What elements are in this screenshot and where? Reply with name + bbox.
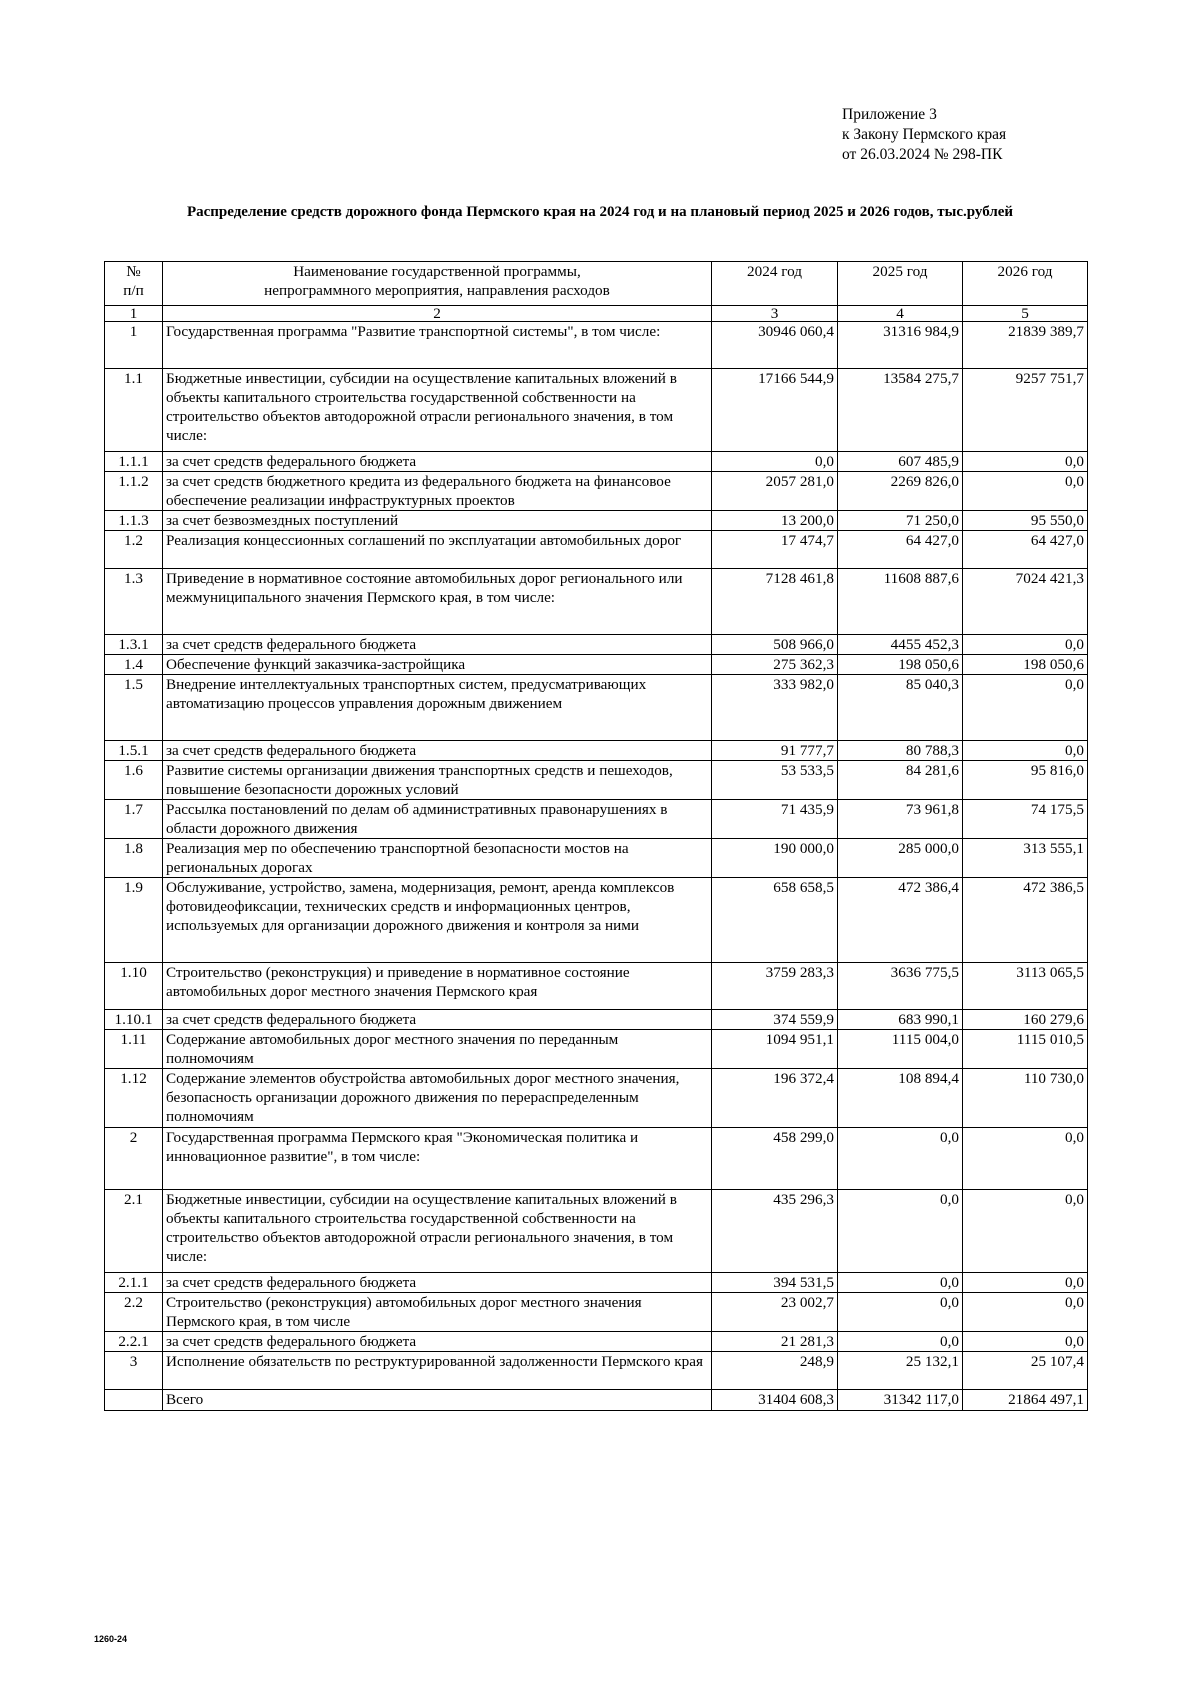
row-number: 1.1.3 bbox=[105, 511, 163, 531]
value-2024: 0,0 bbox=[712, 452, 838, 472]
value-2026: 25 107,4 bbox=[963, 1352, 1088, 1390]
table-row bbox=[105, 1293, 1088, 1332]
value-2026: 95 816,0 bbox=[963, 761, 1088, 800]
table-row bbox=[105, 531, 1088, 569]
row-name: Всего bbox=[163, 1390, 712, 1411]
column-number: 4 bbox=[838, 306, 963, 322]
value-2026: 0,0 bbox=[963, 1332, 1088, 1352]
row-number: 2.1.1 bbox=[105, 1273, 163, 1293]
table-row bbox=[105, 322, 1088, 369]
value-2026: 0,0 bbox=[963, 635, 1088, 655]
value-2025: 25 132,1 bbox=[838, 1352, 963, 1390]
table-row bbox=[105, 472, 1088, 511]
value-2025: 73 961,8 bbox=[838, 800, 963, 839]
table-header-row bbox=[105, 262, 1088, 306]
value-2026: 198 050,6 bbox=[963, 655, 1088, 675]
row-name: Строительство (реконструкция) и приведение в нормативное состояние автомобильных дорог местного значения Пермского края bbox=[163, 963, 712, 1010]
row-name: Содержание элементов обустройства автомобильных дорог местного значения, безопасность организации дорожного движения по перераспределенным полномочиям bbox=[163, 1069, 712, 1128]
value-2024: 2057 281,0 bbox=[712, 472, 838, 511]
row-name: за счет средств федерального бюджета bbox=[163, 1273, 712, 1293]
value-2025: 683 990,1 bbox=[838, 1010, 963, 1030]
row-number: 1.3 bbox=[105, 569, 163, 635]
value-2024: 394 531,5 bbox=[712, 1273, 838, 1293]
value-2025: 64 427,0 bbox=[838, 531, 963, 569]
value-2024: 71 435,9 bbox=[712, 800, 838, 839]
value-2025: 71 250,0 bbox=[838, 511, 963, 531]
value-2025: 3636 775,5 bbox=[838, 963, 963, 1010]
value-2026: 21864 497,1 bbox=[963, 1390, 1088, 1411]
value-2025: 80 788,3 bbox=[838, 741, 963, 761]
value-2024: 1094 951,1 bbox=[712, 1030, 838, 1069]
table-row bbox=[105, 569, 1088, 635]
row-name: Строительство (реконструкция) автомобильных дорог местного значения Пермского края, в том числе bbox=[163, 1293, 712, 1332]
value-2024: 17166 544,9 bbox=[712, 369, 838, 452]
header-2026: 2026 год bbox=[963, 262, 1088, 306]
value-2024: 458 299,0 bbox=[712, 1128, 838, 1190]
value-2026: 0,0 bbox=[963, 1273, 1088, 1293]
value-2026: 1115 010,5 bbox=[963, 1030, 1088, 1069]
header-2025: 2025 год bbox=[838, 262, 963, 306]
table-row bbox=[105, 511, 1088, 531]
value-2025: 2269 826,0 bbox=[838, 472, 963, 511]
value-2026: 64 427,0 bbox=[963, 531, 1088, 569]
value-2025: 0,0 bbox=[838, 1332, 963, 1352]
row-name: за счет безвозмездных поступлений bbox=[163, 511, 712, 531]
value-2024: 3759 283,3 bbox=[712, 963, 838, 1010]
value-2025: 4455 452,3 bbox=[838, 635, 963, 655]
row-number: 1.3.1 bbox=[105, 635, 163, 655]
value-2026: 21839 389,7 bbox=[963, 322, 1088, 369]
value-2024: 7128 461,8 bbox=[712, 569, 838, 635]
value-2026: 0,0 bbox=[963, 452, 1088, 472]
value-2024: 17 474,7 bbox=[712, 531, 838, 569]
row-number: 1.12 bbox=[105, 1069, 163, 1128]
row-number: 1 bbox=[105, 322, 163, 369]
value-2026: 0,0 bbox=[963, 1128, 1088, 1190]
row-number: 1.1.1 bbox=[105, 452, 163, 472]
row-number: 1.7 bbox=[105, 800, 163, 839]
row-name: Приведение в нормативное состояние автомобильных дорог регионального или межмуниципального значения Пермского края, в том числе: bbox=[163, 569, 712, 635]
row-name: за счет средств федерального бюджета bbox=[163, 452, 712, 472]
table-row bbox=[105, 800, 1088, 839]
value-2026: 0,0 bbox=[963, 675, 1088, 741]
total-row bbox=[105, 1390, 1088, 1411]
row-number: 3 bbox=[105, 1352, 163, 1390]
value-2025: 31342 117,0 bbox=[838, 1390, 963, 1411]
value-2026: 0,0 bbox=[963, 741, 1088, 761]
value-2025: 1115 004,0 bbox=[838, 1030, 963, 1069]
value-2024: 190 000,0 bbox=[712, 839, 838, 878]
value-2024: 31404 608,3 bbox=[712, 1390, 838, 1411]
header-name: Наименование государственной программы, непрограммного мероприятия, направления расходов bbox=[163, 262, 712, 306]
value-2025: 285 000,0 bbox=[838, 839, 963, 878]
row-name: Обслуживание, устройство, замена, модернизация, ремонт, аренда комплексов фотовидеофиксации, технических средств и информационных центров, используемых для организации дорожного движения и контроля за ними bbox=[163, 878, 712, 963]
value-2025: 0,0 bbox=[838, 1190, 963, 1273]
table-row bbox=[105, 635, 1088, 655]
table-row bbox=[105, 1030, 1088, 1069]
row-name: Содержание автомобильных дорог местного значения по переданным полномочиям bbox=[163, 1030, 712, 1069]
value-2024: 333 982,0 bbox=[712, 675, 838, 741]
table-row bbox=[105, 369, 1088, 452]
table-row bbox=[105, 1352, 1088, 1390]
document-title: Распределение средств дорожного фонда Пермского края на 2024 год и на плановый период 2025 и 2026 годов, тыс.рублей bbox=[186, 204, 1014, 220]
row-name: Реализация концессионных соглашений по эксплуатации автомобильных дорог bbox=[163, 531, 712, 569]
appendix-number: Приложение 3 bbox=[842, 106, 937, 123]
value-2024: 21 281,3 bbox=[712, 1332, 838, 1352]
table-row bbox=[105, 878, 1088, 963]
header-number: № п/п bbox=[105, 262, 163, 306]
appendix-date: от 26.03.2024 № 298-ПК bbox=[842, 146, 1003, 163]
value-2025: 13584 275,7 bbox=[838, 369, 963, 452]
value-2026: 9257 751,7 bbox=[963, 369, 1088, 452]
row-name: Бюджетные инвестиции, субсидии на осуществление капитальных вложений в объекты капитального строительства государственной собственности на строительство объектов автодорожной отрасли регионального значения, в том числе: bbox=[163, 1190, 712, 1273]
value-2026: 0,0 bbox=[963, 1293, 1088, 1332]
value-2024: 658 658,5 bbox=[712, 878, 838, 963]
row-name: за счет средств федерального бюджета bbox=[163, 1010, 712, 1030]
row-name: Обеспечение функций заказчика-застройщика bbox=[163, 655, 712, 675]
road-fund-table bbox=[104, 261, 1088, 1411]
value-2025: 85 040,3 bbox=[838, 675, 963, 741]
row-number: 2.1 bbox=[105, 1190, 163, 1273]
row-name: за счет средств федерального бюджета bbox=[163, 635, 712, 655]
value-2025: 0,0 bbox=[838, 1273, 963, 1293]
value-2025: 472 386,4 bbox=[838, 878, 963, 963]
value-2024: 23 002,7 bbox=[712, 1293, 838, 1332]
value-2025: 0,0 bbox=[838, 1128, 963, 1190]
column-number: 2 bbox=[163, 306, 712, 322]
row-number: 1.1.2 bbox=[105, 472, 163, 511]
value-2026: 74 175,5 bbox=[963, 800, 1088, 839]
value-2024: 374 559,9 bbox=[712, 1010, 838, 1030]
value-2024: 508 966,0 bbox=[712, 635, 838, 655]
row-number: 1.2 bbox=[105, 531, 163, 569]
value-2025: 108 894,4 bbox=[838, 1069, 963, 1128]
row-number: 1.1 bbox=[105, 369, 163, 452]
table-row bbox=[105, 1010, 1088, 1030]
row-name: Государственная программа Пермского края "Экономическая политика и инновационное развитие", в том числе: bbox=[163, 1128, 712, 1190]
row-name: за счет средств бюджетного кредита из федерального бюджета на финансовое обеспечение реализации инфраструктурных проектов bbox=[163, 472, 712, 511]
value-2024: 196 372,4 bbox=[712, 1069, 838, 1128]
appendix-law: к Закону Пермского края bbox=[842, 126, 1007, 143]
table-row bbox=[105, 1190, 1088, 1273]
value-2024: 30946 060,4 bbox=[712, 322, 838, 369]
value-2025: 31316 984,9 bbox=[838, 322, 963, 369]
column-number: 5 bbox=[963, 306, 1088, 322]
value-2026: 3113 065,5 bbox=[963, 963, 1088, 1010]
column-number-row bbox=[105, 306, 1088, 322]
value-2026: 110 730,0 bbox=[963, 1069, 1088, 1128]
table-row bbox=[105, 675, 1088, 741]
column-number: 3 bbox=[712, 306, 838, 322]
value-2025: 0,0 bbox=[838, 1293, 963, 1332]
value-2026: 95 550,0 bbox=[963, 511, 1088, 531]
row-name: Развитие системы организации движения транспортных средств и пешеходов, повышение безопасности дорожных условий bbox=[163, 761, 712, 800]
value-2026: 0,0 bbox=[963, 472, 1088, 511]
row-name: Бюджетные инвестиции, субсидии на осуществление капитальных вложений в объекты капитального строительства государственной собственности на строительство объектов автодорожной отрасли регионального значения, в том числе: bbox=[163, 369, 712, 452]
value-2024: 91 777,7 bbox=[712, 741, 838, 761]
row-name: за счет средств федерального бюджета bbox=[163, 741, 712, 761]
row-number bbox=[105, 1390, 163, 1411]
row-number: 2.2.1 bbox=[105, 1332, 163, 1352]
table-row bbox=[105, 761, 1088, 800]
row-number: 1.9 bbox=[105, 878, 163, 963]
value-2024: 13 200,0 bbox=[712, 511, 838, 531]
table-row bbox=[105, 655, 1088, 675]
header-2024: 2024 год bbox=[712, 262, 838, 306]
value-2025: 11608 887,6 bbox=[838, 569, 963, 635]
row-name: за счет средств федерального бюджета bbox=[163, 1332, 712, 1352]
row-number: 1.4 bbox=[105, 655, 163, 675]
value-2024: 248,9 bbox=[712, 1352, 838, 1390]
row-number: 1.5 bbox=[105, 675, 163, 741]
row-number: 1.6 bbox=[105, 761, 163, 800]
row-number: 1.10.1 bbox=[105, 1010, 163, 1030]
row-number: 2.2 bbox=[105, 1293, 163, 1332]
value-2024: 53 533,5 bbox=[712, 761, 838, 800]
row-name: Реализация мер по обеспечению транспортной безопасности мостов на региональных дорогах bbox=[163, 839, 712, 878]
row-name: Внедрение интеллектуальных транспортных систем, предусматривающих автоматизацию процессов управления дорожным движением bbox=[163, 675, 712, 741]
table-row bbox=[105, 1069, 1088, 1128]
table-row bbox=[105, 963, 1088, 1010]
value-2026: 472 386,5 bbox=[963, 878, 1088, 963]
table-row bbox=[105, 1128, 1088, 1190]
value-2024: 275 362,3 bbox=[712, 655, 838, 675]
table-row bbox=[105, 1332, 1088, 1352]
row-number: 2 bbox=[105, 1128, 163, 1190]
row-number: 1.8 bbox=[105, 839, 163, 878]
row-name: Рассылка постановлений по делам об административных правонарушениях в области дорожного движения bbox=[163, 800, 712, 839]
row-number: 1.10 bbox=[105, 963, 163, 1010]
value-2026: 313 555,1 bbox=[963, 839, 1088, 878]
row-number: 1.11 bbox=[105, 1030, 163, 1069]
value-2026: 160 279,6 bbox=[963, 1010, 1088, 1030]
row-number: 1.5.1 bbox=[105, 741, 163, 761]
value-2026: 7024 421,3 bbox=[963, 569, 1088, 635]
table-row bbox=[105, 741, 1088, 761]
row-name: Государственная программа "Развитие транспортной системы", в том числе: bbox=[163, 322, 712, 369]
table-row bbox=[105, 839, 1088, 878]
appendix-block bbox=[842, 105, 1006, 165]
column-number: 1 bbox=[105, 306, 163, 322]
value-2025: 198 050,6 bbox=[838, 655, 963, 675]
table-row bbox=[105, 452, 1088, 472]
document-code: 1260-24 bbox=[94, 1634, 128, 1644]
value-2026: 0,0 bbox=[963, 1190, 1088, 1273]
row-name: Исполнение обязательств по реструктурированной задолженности Пермского края bbox=[163, 1352, 712, 1390]
value-2024: 435 296,3 bbox=[712, 1190, 838, 1273]
value-2025: 84 281,6 bbox=[838, 761, 963, 800]
value-2025: 607 485,9 bbox=[838, 452, 963, 472]
table-row bbox=[105, 1273, 1088, 1293]
